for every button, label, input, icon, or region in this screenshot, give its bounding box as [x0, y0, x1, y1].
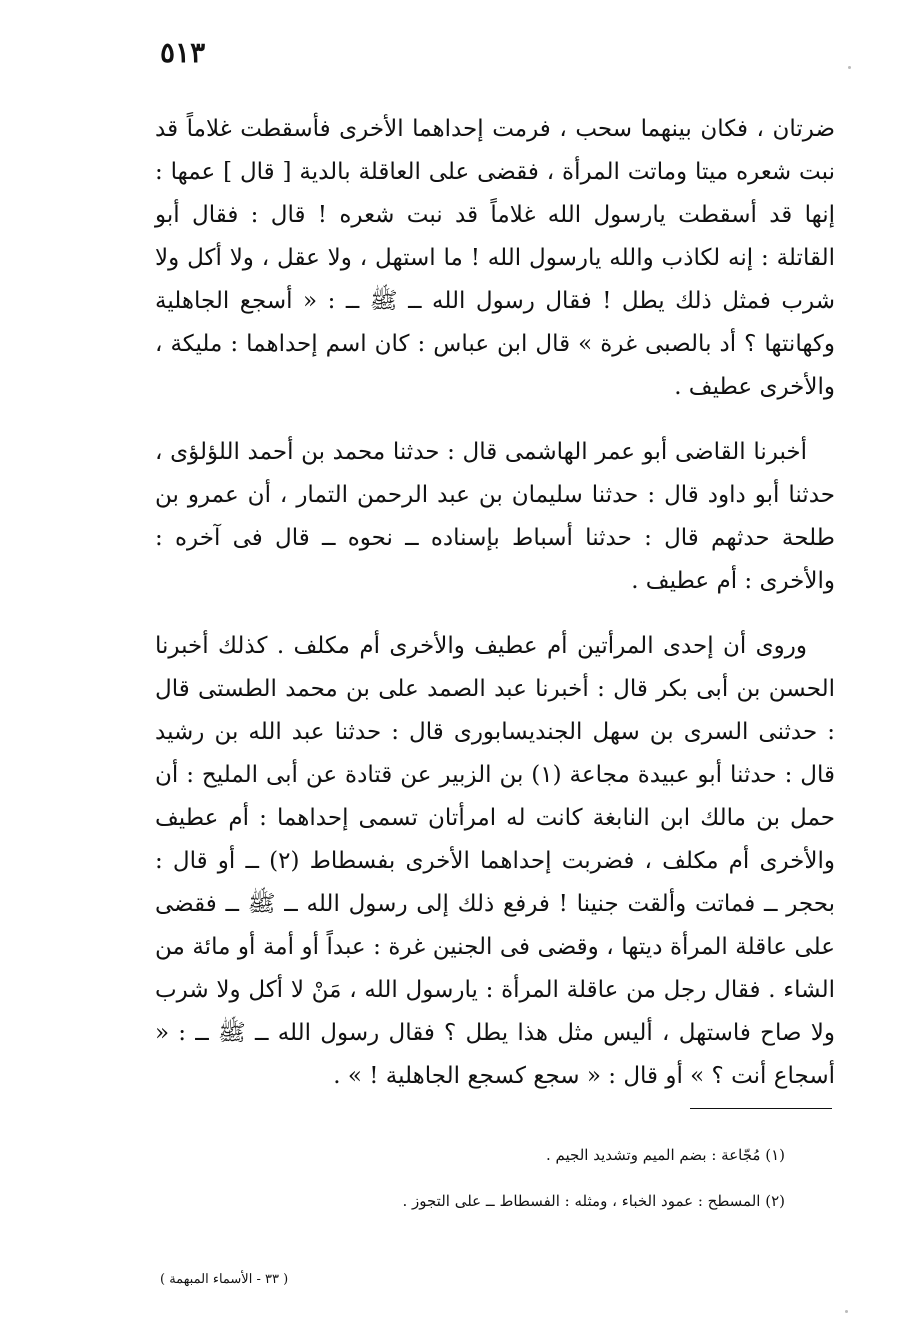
signature-mark: ( ٣٣ - الأسماء المبهمة ) — [160, 1272, 289, 1287]
footnote-divider — [690, 1108, 832, 1109]
body-text — [155, 108, 835, 1120]
paragraph-3: وروى أن إحدى المرأتين أم عطيف والأخرى أم مكلف . كذلك أخبرنا الحسن بن أبى بكر قال : أخبرنا عبد الصمد على بن محمد الطستى قال : حدثنى السرى بن سهل الجنديسابورى قال : حدثنا عبد الله بن رشيد قال : حدثنا أبو عبيدة مجاعة (١) بن الزبير عن قتادة عن أبى المليح : أن حمل بن مالك ابن النابغة كانت له امرأتان تسمى إحداهما : أم عطيف والأخرى أم مكلف ، فضربت إحداهما الأخرى بفسطاط (٢) ــ أو قال : بحجر ــ فماتت وألقت جنينا ! فرفع ذلك إلى رسول الله ــ ﷺ ــ فقضى على عاقلة المرأة ديتها ، وقضى فى الجنين غرة : عبداً أو أمة أو مائة من الشاء . فقال رجل من عاقلة المرأة : يارسول الله ، مَنْ لا أكل ولا شرب ولا صاح فاستهل ، أليس مثل هذا يطل ؟ فقال رسول الله ــ ﷺ ــ : « أسجاع أنت ؟ » أو قال : « سجع كسجع الجاهلية ! » . — [155, 633, 835, 1089]
scan-speck — [845, 1310, 848, 1313]
footnote-1: (١) مُجّاعة : بضم الميم وتشديد الجيم . — [546, 1146, 785, 1164]
paragraph-2: أخبرنا القاضى أبو عمر الهاشمى قال : حدثنا محمد بن أحمد اللؤلؤى ، حدثنا أبو داود قال : حدثنا سليمان بن عبد الرحمن التمار ، أن عمرو بن طلحة حدثهم قال : حدثنا أسباط بإسناده ــ نحوه ــ قال فى آخره : والأخرى : أم عطيف . — [155, 439, 835, 594]
page-number: ٥١٣ — [160, 36, 206, 69]
scan-speck — [848, 66, 851, 69]
footnotes — [300, 1144, 785, 1236]
footnote-2: (٢) المسطح : عمود الخباء ، ومثله : الفسطاط ــ على التجوز . — [402, 1192, 785, 1210]
paragraph-1: ضرتان ، فكان بينهما سحب ، فرمت إحداهما الأخرى فأسقطت غلاماً قد نبت شعره ميتا وماتت المرأة ، فقضى على العاقلة بالدية [ قال ] عمها : إنها قد أسقطت يارسول الله غلاماً قد نبت شعره ! قال : فقال أبو القاتلة : إنه لكاذب والله يارسول الله ! ما استهل ، ولا عقل ، ولا أكل ولا شرب فمثل ذلك يطل ! فقال رسول الله ــ ﷺ ــ : « أسجع الجاهلية وكهانتها ؟ أد بالصبى غرة » قال ابن عباس : كان اسم إحداهما : مليكة ، والأخرى عطيف . — [155, 116, 836, 400]
